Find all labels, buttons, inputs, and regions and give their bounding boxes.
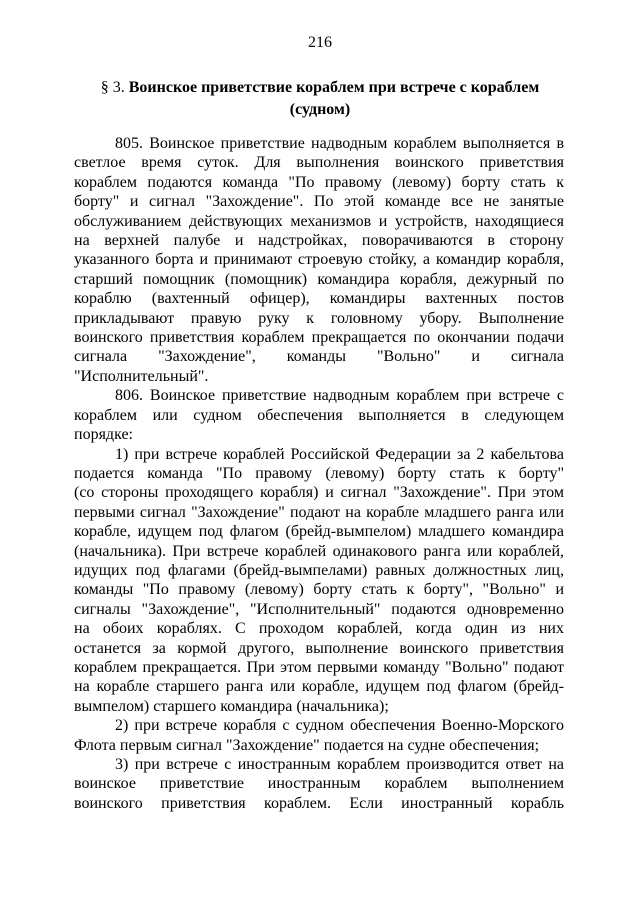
paragraph-805 [74,134,564,386]
list-item-1 [74,445,564,717]
text-line: воинского приветствия кораблем прекращается по окончании подачи [74,329,564,347]
list-item-3 [74,755,564,813]
text-line: порядке: [74,426,133,444]
text-line: 3) при встрече с иностранным кораблем производится ответ на [115,756,564,773]
text-line: вымпелом) старшего командира (начальника); [74,697,389,715]
text-line: указанного борта и принимают строевую стойку, а командир корабля, [74,251,564,269]
text-line: старший помощник (помощник) командира корабля, дежурный по [74,270,564,288]
text-line: 806. Воинское приветствие надводным кораблем при встрече с [115,387,564,405]
text-line: на корабле старшего ранга или корабле, идущем под флагом (брейд- [74,678,564,696]
text-line: (со стороны проходящего корабля) и сигнал "Захождение". При этом [74,484,564,502]
text-line: "Исполнительный". [74,367,209,385]
text-line: кораблем прекращается. При этом первыми команду "Вольно" подают [74,658,564,676]
section-title-part-1: Воинское приветствие кораблем при встрече с кораблем [128,79,540,96]
text-line: воинское приветствие иностранным кораблем выполнением [74,775,564,793]
text-line: обслуживанием действующих механизмов и устройств, находящиеся [74,212,564,230]
section-number: § 3. [100,79,125,96]
paragraph-806 [74,386,564,444]
section-title-part-2: (судном) [289,101,351,118]
text-line: команды "По правому (левому) борту стать к борту", "Вольно" и [74,581,564,599]
text-line: кораблем подаются команда "По правому (левому) борту стать к [74,173,564,191]
text-line: подается команда "По правому (левому) борту стать к борту" [74,464,564,482]
text-line: на верхней палубе и надстройках, поворачиваются в сторону [74,232,564,250]
text-line: корабле, идущем под флагом (брейд-вымпелом) младшего командира [74,523,564,541]
text-line: (начальника). При встрече кораблей одинакового ранга или кораблей, [74,542,564,560]
section-heading [70,77,570,121]
list-item-2 [74,716,564,755]
section-heading-line-1 [70,77,570,99]
text-line: светлое время суток. Для выполнения воинского приветствия [74,154,564,172]
text-line: сигнала "Захождение", команды "Вольно" и сигнала [74,348,564,366]
text-line: на обоих кораблях. С проходом кораблей, когда один из них [74,620,564,638]
text-line: 2) при встрече корабля с судном обеспечения Военно-Морского [115,717,564,735]
text-line: кораблем или судном обеспечения выполняется в следующем [74,406,564,424]
text-line: сигналы "Захождение", "Исполнительный" подаются одновременно [74,600,564,618]
body-text [74,134,564,813]
text-line: прикладывают правую руку к головному убору. Выполнение [74,309,564,327]
page-number: 216 [308,34,332,51]
text-line: идущих под флагами (брейд-вымпелами) равных должностных лиц, [74,561,564,579]
text-line: борту" и сигнал "Захождение". По этой команде все не занятые [74,193,564,211]
text-line: первыми сигнал "Захождение" подают на корабле младшего ранга или [74,503,564,521]
text-line: 1) при встрече кораблей Российской Федерации за 2 кабельтова [115,445,564,463]
text-line: кораблю (вахтенный офицер), командиры вахтенных постов [74,290,564,308]
text-line: Флота первым сигнал "Захождение" подается на судне обеспечения; [74,736,540,754]
text-line: 805. Воинское приветствие надводным кораблем выполняется в [115,135,564,152]
text-line: останется за кормой другого, выполнение воинского приветствия [74,639,564,657]
text-line: воинского приветствия кораблем. Если иностранный корабль [74,794,564,812]
